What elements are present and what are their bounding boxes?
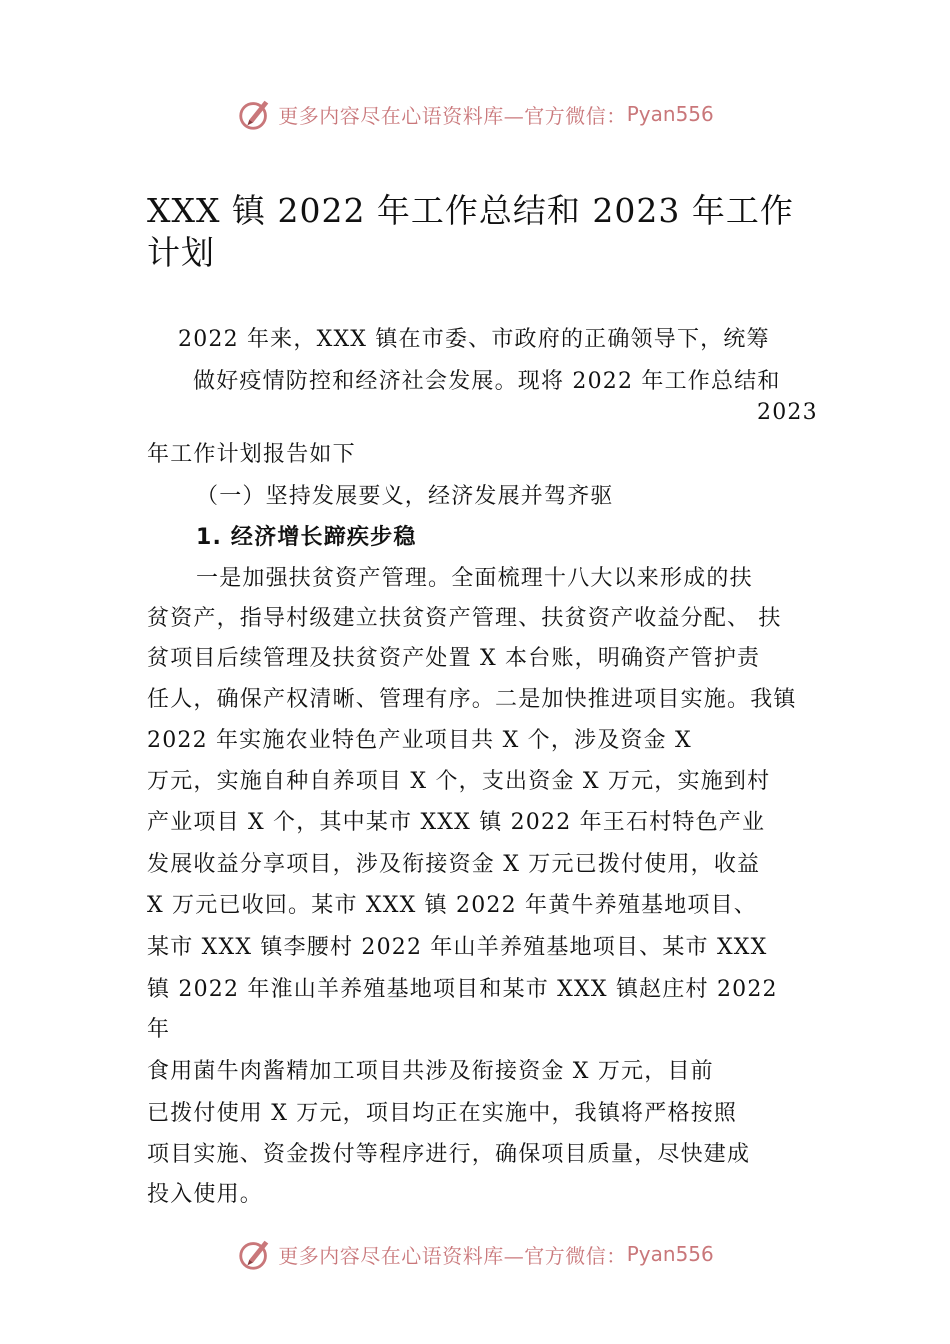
body-line: 一是加强扶贫资产管理。全面梳理十八大以来形成的扶 bbox=[196, 566, 753, 591]
body-line: 发展收益分享项目，涉及衔接资金 X 万元已拨付使用，收益 bbox=[147, 852, 761, 877]
document-title: XXX 镇 2022 年工作总结和 2023 年工作计划 bbox=[147, 191, 794, 272]
body-line: 某市 XXX 镇李腰村 2022 年山羊养殖基地项目、某市 XXX bbox=[147, 935, 768, 960]
body-line: 镇 2022 年淮山羊养殖基地项目和某市 XXX 镇赵庄村 2022 bbox=[147, 977, 778, 1002]
body-line: 投入使用。 bbox=[147, 1182, 264, 1207]
header-banner bbox=[0, 92, 950, 136]
pen-seal-logo-icon bbox=[236, 95, 274, 133]
intro-line: 做好疫情防控和经济社会发展。现将 2022 年工作总结和 bbox=[193, 369, 781, 394]
body-line: 产业项目 X 个，其中某市 XXX 镇 2022 年王石村特色产业 bbox=[147, 810, 766, 835]
body-line: 食用菌牛肉酱精加工项目共涉及衔接资金 X 万元，目前 bbox=[147, 1059, 714, 1084]
body-line: 2022 年实施农业特色产业项目共 X 个，涉及资金 X bbox=[147, 728, 692, 753]
intro-line: 2022 年来，XXX 镇在市委、市政府的正确领导下，统筹 bbox=[178, 327, 770, 352]
footer-banner bbox=[0, 1232, 950, 1276]
pen-seal-logo-icon bbox=[236, 1235, 274, 1273]
body-line: 已拨付使用 X 万元，项目均正在实施中，我镇将严格按照 bbox=[147, 1101, 738, 1126]
intro-line: 年工作计划报告如下 bbox=[147, 442, 356, 467]
body-line: 贫资产，指导村级建立扶贫资产管理、扶贫资产收益分配、 扶 bbox=[147, 606, 782, 631]
body-line: 年 bbox=[147, 1017, 171, 1042]
body-line: 万元，实施自种自养项目 X 个，支出资金 X 万元，实施到村 bbox=[147, 769, 771, 794]
subsection-heading: 1. 经济增长蹄疾步稳 bbox=[196, 525, 417, 550]
banner-text: 更多内容尽在心语资料库—官方微信： bbox=[278, 1243, 627, 1268]
intro-line: 2023 bbox=[757, 400, 818, 425]
banner-wechat-id: Pyan556 bbox=[626, 1242, 714, 1266]
body-line: 项目实施、资金拨付等程序进行，确保项目质量，尽快建成 bbox=[147, 1142, 751, 1167]
banner-wechat-id: Pyan556 bbox=[626, 102, 714, 126]
body-line: 任人，确保产权清晰、管理有序。二是加快推进项目实施。我镇 bbox=[147, 687, 797, 712]
section-heading: （一）坚持发展要义，经济发展并驾齐驱 bbox=[196, 484, 614, 509]
body-line: X 万元已收回。某市 XXX 镇 2022 年黄牛养殖基地项目、 bbox=[147, 893, 758, 918]
body-line: 贫项目后续管理及扶贫资产处置 X 本台账，明确资产管护责 bbox=[147, 646, 761, 671]
banner-text: 更多内容尽在心语资料库—官方微信： bbox=[278, 103, 627, 128]
